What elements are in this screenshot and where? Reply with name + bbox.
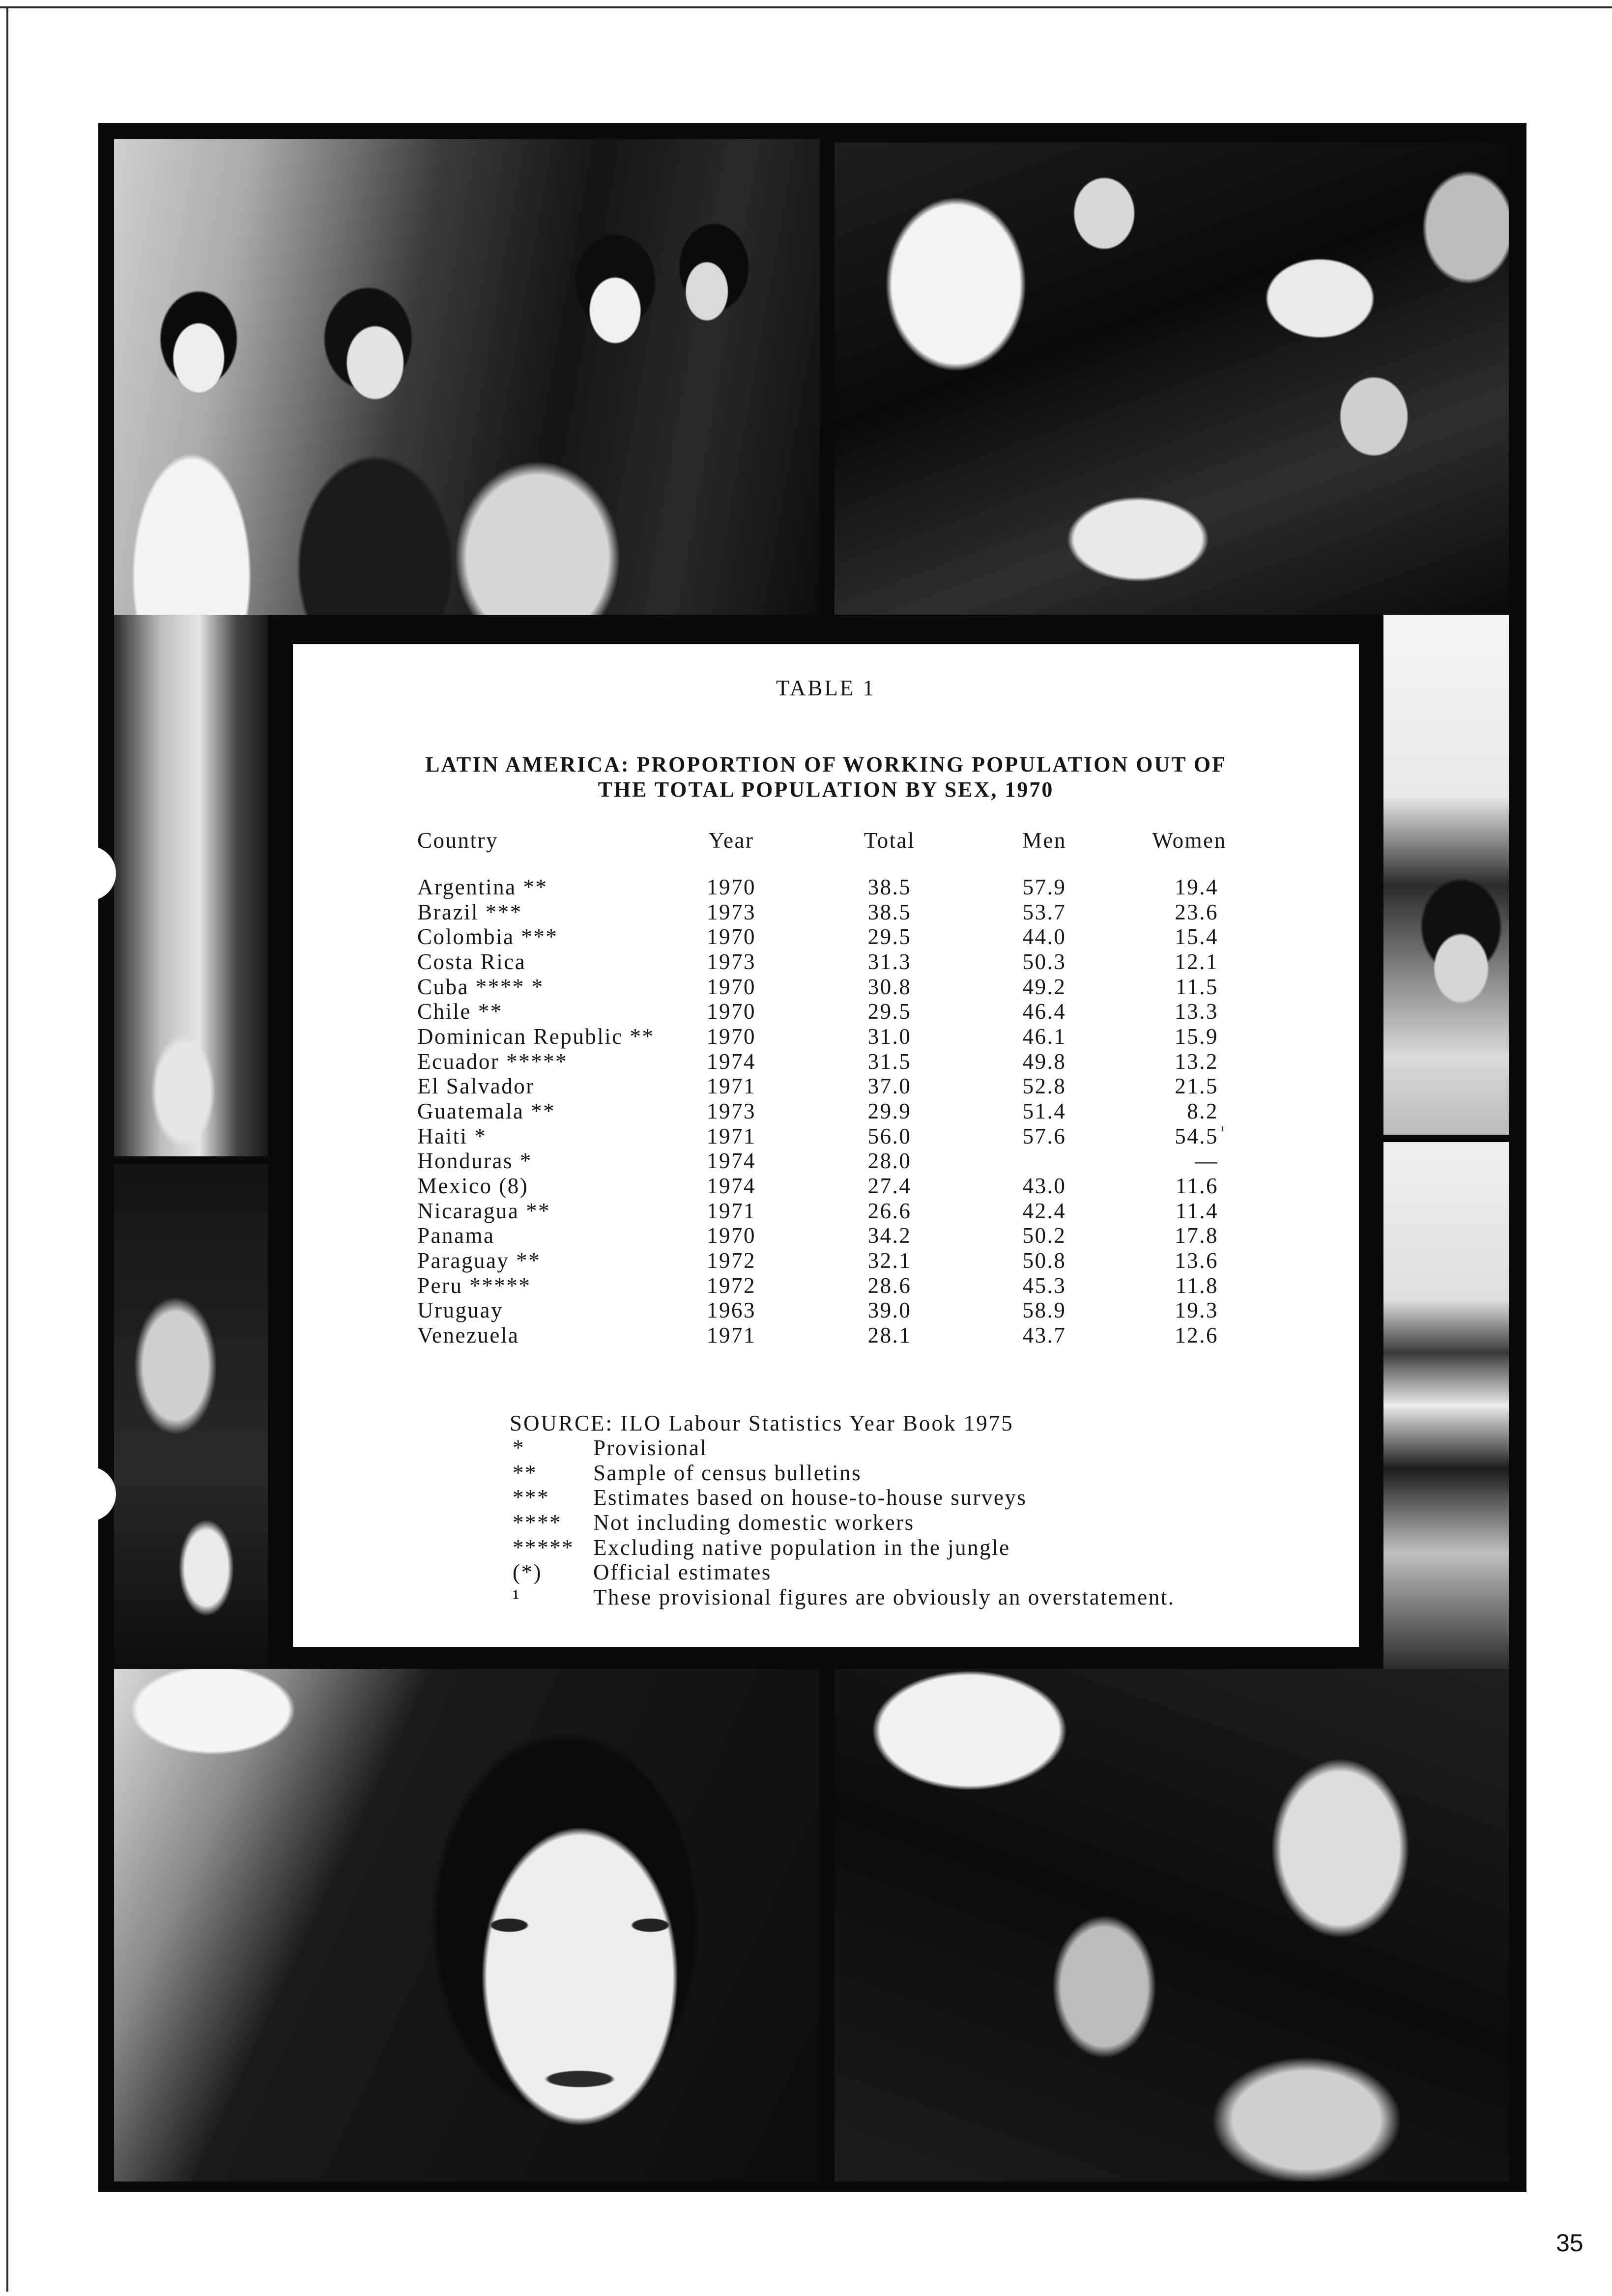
footnote-text: Provisional (593, 1435, 708, 1460)
men-cell: 58.9 (1022, 1298, 1066, 1323)
year-cell: 1974 (707, 1049, 756, 1074)
total-cell: 28.6 (867, 1273, 912, 1298)
scan-edge-top (0, 6, 1612, 8)
column-header-men: Men (1022, 828, 1066, 853)
men-cell: 57.9 (1022, 875, 1066, 899)
country-cell: Costa Rica (417, 949, 526, 974)
women-cell: 15.4 (1175, 924, 1218, 949)
punch-hole (61, 846, 116, 901)
table-row (293, 1049, 1359, 1074)
men-cell: 53.7 (1022, 899, 1066, 924)
footnote-symbol: * (513, 1435, 525, 1460)
women-cell: 15.9 (1175, 1024, 1218, 1049)
year-cell: 1972 (707, 1273, 756, 1298)
footnote-text: Estimates based on house-to-house surveys (593, 1485, 1027, 1510)
country-cell: Haiti * (417, 1123, 487, 1148)
women-cell: 11.8 (1175, 1273, 1218, 1298)
table-body (293, 875, 1359, 1348)
women-cell: 11.5 (1175, 974, 1218, 999)
footnote-text: Excluding native population in the jungle (593, 1535, 1010, 1560)
table-row (293, 1223, 1359, 1248)
photo-left-strip-upper (114, 615, 268, 1156)
country-cell: Colombia *** (417, 924, 558, 949)
footnote (293, 1485, 1359, 1510)
punch-hole (61, 1466, 116, 1521)
table-row (293, 1148, 1359, 1174)
footnote-symbol: *** (513, 1485, 549, 1510)
women-cell: — (1195, 1148, 1218, 1174)
photo-child (1383, 615, 1509, 1135)
table-row (293, 1199, 1359, 1224)
footnote (293, 1535, 1359, 1560)
footnote (293, 1510, 1359, 1535)
year-cell: 1974 (707, 1148, 756, 1174)
photo-market-scene (835, 1669, 1509, 2181)
year-cell: 1971 (707, 1322, 756, 1348)
table-row (293, 1323, 1359, 1348)
total-cell: 32.1 (867, 1248, 912, 1273)
men-cell: 50.8 (1022, 1248, 1066, 1273)
table-row (293, 900, 1359, 925)
table-row (293, 1174, 1359, 1199)
photo-woman-with-hat (835, 143, 1509, 615)
country-cell: Brazil *** (417, 899, 522, 924)
men-cell: 44.0 (1022, 924, 1066, 949)
total-cell: 56.0 (867, 1123, 912, 1148)
year-cell: 1970 (707, 875, 756, 899)
table-row (293, 1099, 1359, 1124)
year-cell: 1970 (707, 924, 756, 949)
year-cell: 1972 (707, 1248, 756, 1273)
men-cell: 52.8 (1022, 1074, 1066, 1099)
men-cell: 43.7 (1022, 1322, 1066, 1348)
year-cell: 1973 (707, 1098, 756, 1123)
women-cell: 21.5 (1175, 1074, 1218, 1099)
table-row (293, 1298, 1359, 1323)
women-cell: 54.5 (1175, 1123, 1218, 1148)
total-cell: 31.5 (867, 1049, 912, 1074)
country-cell: Honduras * (417, 1148, 532, 1174)
country-cell: Mexico (8) (417, 1173, 529, 1198)
footnote-marker: ¹ (1221, 1123, 1226, 1138)
source-citation: SOURCE: ILO Labour Statistics Year Book 1975 (510, 1411, 1014, 1435)
year-cell: 1971 (707, 1198, 756, 1223)
footnote-text: Official estimates (593, 1560, 772, 1585)
country-cell: Uruguay (417, 1298, 503, 1323)
total-cell: 30.8 (867, 974, 912, 999)
men-cell: 46.4 (1022, 999, 1066, 1024)
footnote-symbol: ¹ (513, 1584, 520, 1609)
year-cell: 1973 (707, 899, 756, 924)
year-cell: 1970 (707, 999, 756, 1024)
women-cell: 19.3 (1175, 1298, 1218, 1323)
men-cell: 57.6 (1022, 1123, 1066, 1148)
footnote-symbol: ***** (513, 1535, 574, 1560)
year-cell: 1973 (707, 949, 756, 974)
column-header-women: Women (1152, 828, 1227, 853)
footnote (293, 1435, 1359, 1461)
footnote-text: Not including domestic workers (593, 1510, 915, 1535)
footnote-text: Sample of census bulletins (593, 1460, 862, 1485)
men-cell: 49.2 (1022, 974, 1066, 999)
country-cell: Ecuador ***** (417, 1049, 568, 1074)
table-title (293, 752, 1359, 802)
year-cell: 1970 (707, 974, 756, 999)
scan-edge-left (6, 6, 8, 2292)
men-cell: 50.2 (1022, 1223, 1066, 1248)
country-cell: Argentina ** (417, 875, 548, 899)
table-row (293, 924, 1359, 949)
year-cell: 1963 (707, 1298, 756, 1323)
footnote (293, 1585, 1359, 1610)
women-cell: 12.6 (1175, 1322, 1218, 1348)
photo-woman-portrait (114, 1669, 820, 2181)
country-cell: Chile ** (417, 999, 503, 1024)
men-cell: 51.4 (1022, 1098, 1066, 1123)
table-row (293, 999, 1359, 1024)
column-header-year: Year (708, 828, 754, 853)
country-cell: Paraguay ** (417, 1248, 541, 1273)
country-cell: Dominican Republic ** (417, 1024, 655, 1049)
table-row (293, 875, 1359, 900)
country-cell: Guatemala ** (417, 1098, 556, 1123)
country-cell: Venezuela (417, 1322, 519, 1348)
table-title-line-1: LATIN AMERICA: PROPORTION OF WORKING POPULATION OUT OF (425, 752, 1227, 776)
women-cell: 23.6 (1175, 899, 1218, 924)
column-header-country: Country (417, 828, 499, 853)
total-cell: 29.5 (867, 999, 912, 1024)
men-cell: 42.4 (1022, 1198, 1066, 1223)
women-cell: 11.6 (1175, 1173, 1218, 1198)
total-cell: 26.6 (867, 1198, 912, 1223)
footnote-text: These provisional figures are obviously an overstatement. (593, 1584, 1175, 1609)
table-header-row (293, 828, 1359, 853)
footnotes (293, 1435, 1359, 1610)
total-cell: 31.3 (867, 949, 912, 974)
total-cell: 28.1 (867, 1322, 912, 1348)
table-label: TABLE 1 (776, 676, 876, 700)
total-cell: 29.9 (867, 1098, 912, 1123)
men-cell: 50.3 (1022, 949, 1066, 974)
women-cell: 13.2 (1175, 1049, 1218, 1074)
table-row (293, 1248, 1359, 1273)
table-row (293, 1124, 1359, 1149)
total-cell: 34.2 (867, 1223, 912, 1248)
footnote-symbol: (*) (513, 1560, 542, 1585)
year-cell: 1970 (707, 1223, 756, 1248)
women-cell: 17.8 (1175, 1223, 1218, 1248)
year-cell: 1974 (707, 1173, 756, 1198)
men-cell: 45.3 (1022, 1273, 1066, 1298)
total-cell: 27.4 (867, 1173, 912, 1198)
country-cell: Panama (417, 1223, 495, 1248)
country-cell: Nicaragua ** (417, 1198, 551, 1223)
women-cell: 13.6 (1175, 1248, 1218, 1273)
footnote-symbol: ** (513, 1460, 537, 1485)
photo-village (1383, 1142, 1509, 1669)
page-number: 35 (1556, 2229, 1583, 2257)
women-cell: 8.2 (1187, 1098, 1218, 1123)
women-cell: 13.3 (1175, 999, 1218, 1024)
table-row (293, 1273, 1359, 1298)
women-cell: 12.1 (1175, 949, 1218, 974)
country-cell: Peru ***** (417, 1273, 531, 1298)
footnote-symbol: **** (513, 1510, 562, 1535)
table-panel (293, 644, 1359, 1647)
footnote (293, 1461, 1359, 1486)
table-row (293, 949, 1359, 975)
table-row (293, 1074, 1359, 1099)
table-title-line-2: THE TOTAL POPULATION BY SEX, 1970 (598, 777, 1054, 802)
men-cell: 46.1 (1022, 1024, 1066, 1049)
women-cell: 11.4 (1175, 1198, 1218, 1223)
table-row (293, 975, 1359, 1000)
year-cell: 1971 (707, 1123, 756, 1148)
year-cell: 1971 (707, 1074, 756, 1099)
footnote (293, 1560, 1359, 1585)
total-cell: 29.5 (867, 924, 912, 949)
year-cell: 1970 (707, 1024, 756, 1049)
total-cell: 38.5 (867, 875, 912, 899)
table-row (293, 1024, 1359, 1049)
women-cell: 19.4 (1175, 875, 1218, 899)
country-cell: El Salvador (417, 1074, 535, 1099)
total-cell: 39.0 (867, 1298, 912, 1323)
photo-left-strip-lower (114, 1164, 268, 1669)
column-header-total: Total (864, 828, 916, 853)
total-cell: 37.0 (867, 1074, 912, 1099)
total-cell: 38.5 (867, 899, 912, 924)
men-cell: 49.8 (1022, 1049, 1066, 1074)
men-cell: 43.0 (1022, 1173, 1066, 1198)
photo-women-group (114, 139, 820, 615)
total-cell: 31.0 (867, 1024, 912, 1049)
total-cell: 28.0 (867, 1148, 912, 1174)
country-cell: Cuba **** * (417, 974, 544, 999)
